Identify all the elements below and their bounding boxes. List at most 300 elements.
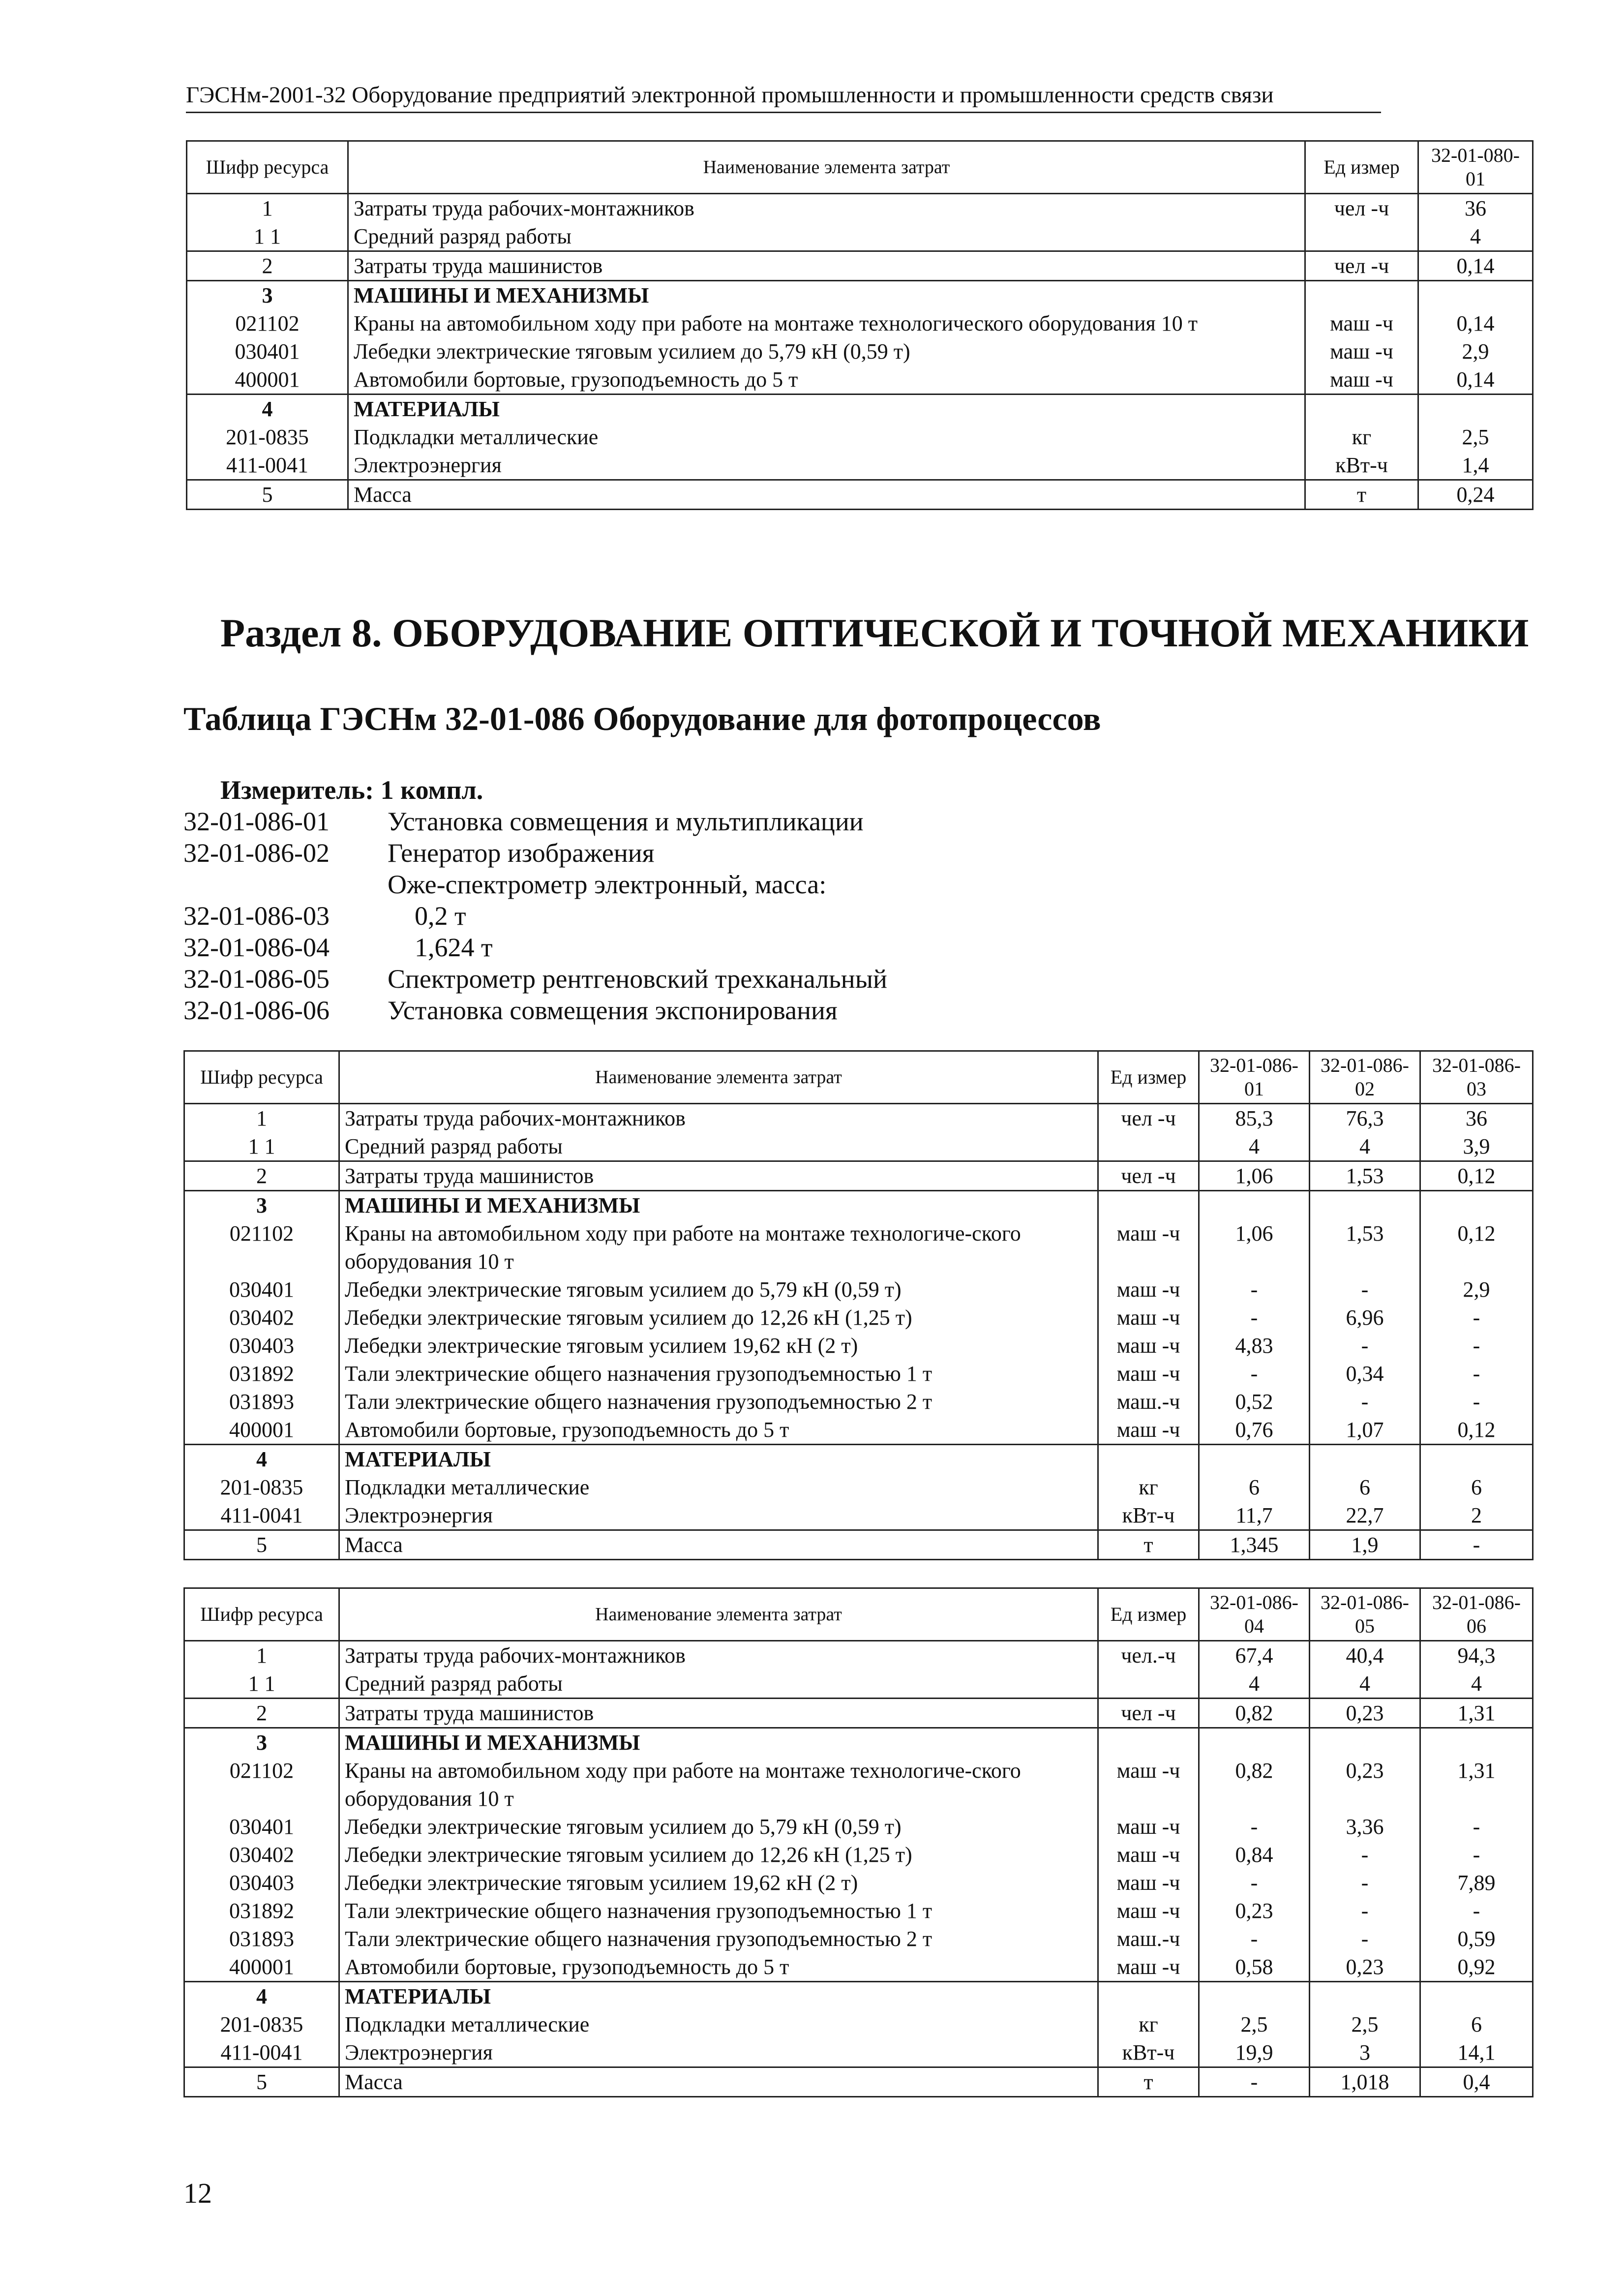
resource-value: 7,89 bbox=[1420, 1869, 1533, 1897]
item-description: Оже-спектрометр электронный, масса: bbox=[388, 870, 827, 899]
resource-name: Автомобили бортовые, грузоподъемность до 5 т bbox=[339, 1953, 1098, 1982]
table-row bbox=[184, 1473, 1533, 1501]
resource-code: 201-0835 bbox=[184, 2010, 339, 2038]
resource-unit: т bbox=[1305, 480, 1418, 510]
resource-value: 2,9 bbox=[1418, 337, 1533, 365]
page-number: 12 bbox=[183, 2177, 212, 2209]
item-description: Спектрометр рентгеновский трехканальный bbox=[388, 964, 887, 994]
resource-code: 031892 bbox=[184, 1897, 339, 1925]
table-row bbox=[184, 1445, 1533, 1474]
resource-name: МАШИНЫ И МЕХАНИЗМЫ bbox=[348, 281, 1305, 310]
resource-value bbox=[1418, 281, 1533, 310]
resource-code: 030403 bbox=[184, 1332, 339, 1360]
resource-value: 0,24 bbox=[1418, 480, 1533, 510]
resource-value: 0,23 bbox=[1310, 1757, 1420, 1813]
resource-name: Лебедки электрические тяговым усилием до 5,79 кН (0,59 т) bbox=[348, 337, 1305, 365]
running-header: ГЭСНм-2001-32 Оборудование предприятий электронной промышленности и промышленности средств связи bbox=[186, 81, 1381, 113]
resource-code: 1 1 bbox=[184, 1132, 339, 1161]
table-row bbox=[184, 1897, 1533, 1925]
resource-unit: чел -ч bbox=[1098, 1104, 1199, 1133]
resource-name: МАТЕРИАЛЫ bbox=[339, 1445, 1098, 1474]
resource-value: 40,4 bbox=[1310, 1641, 1420, 1670]
resource-value: 4 bbox=[1420, 1670, 1533, 1699]
resource-name: Краны на автомобильном ходу при работе на монтаже технологического оборудования 10 т bbox=[348, 309, 1305, 337]
header-code: Шифр ресурса bbox=[187, 141, 348, 194]
resource-code: 1 1 bbox=[184, 1670, 339, 1699]
resource-code: 021102 bbox=[184, 1757, 339, 1813]
resource-value: 6 bbox=[1420, 2010, 1533, 2038]
item-description: Установка совмещения экспонирования bbox=[388, 996, 838, 1025]
resource-value bbox=[1310, 1982, 1420, 2011]
table-row bbox=[184, 1757, 1533, 1813]
resource-unit: маш -ч bbox=[1098, 1219, 1199, 1275]
table-row bbox=[184, 1332, 1533, 1360]
resource-value: 0,14 bbox=[1418, 251, 1533, 281]
resource-code: 031892 bbox=[184, 1360, 339, 1388]
resource-unit bbox=[1098, 1728, 1199, 1757]
header-column: 32-01-086-02 bbox=[1310, 1051, 1420, 1104]
table-row bbox=[187, 451, 1533, 480]
table-row bbox=[187, 423, 1533, 451]
resource-unit: кг bbox=[1098, 1473, 1199, 1501]
item-code: 32-01-086-05 bbox=[183, 964, 330, 994]
resource-value: - bbox=[1420, 1304, 1533, 1332]
meter bbox=[220, 775, 483, 805]
item-description: Генератор изображения bbox=[388, 838, 655, 868]
resource-value: 85,3 bbox=[1199, 1104, 1310, 1133]
resource-value bbox=[1418, 395, 1533, 424]
resource-unit: кг bbox=[1305, 423, 1418, 451]
resource-value bbox=[1199, 1728, 1310, 1757]
table-row bbox=[184, 1161, 1533, 1191]
resource-value: 0,52 bbox=[1199, 1388, 1310, 1416]
resource-name: Автомобили бортовые, грузоподъемность до 5 т bbox=[339, 1416, 1098, 1445]
resource-value: - bbox=[1420, 1388, 1533, 1416]
header-unit: Ед измер bbox=[1098, 1588, 1199, 1641]
meter-label: Измеритель: bbox=[220, 775, 374, 805]
resource-value: 6,96 bbox=[1310, 1304, 1420, 1332]
resource-name: Затраты труда машинистов bbox=[339, 1699, 1098, 1728]
table-row bbox=[184, 2010, 1533, 2038]
table-row bbox=[187, 194, 1533, 223]
resource-value bbox=[1310, 1191, 1420, 1220]
resource-value: 4 bbox=[1199, 1670, 1310, 1699]
resource-value bbox=[1310, 1728, 1420, 1757]
resource-value: 36 bbox=[1420, 1104, 1533, 1133]
header-column: 32-01-086-03 bbox=[1420, 1051, 1533, 1104]
resource-value: 1,53 bbox=[1310, 1219, 1420, 1275]
resource-unit bbox=[1098, 1670, 1199, 1699]
table-row bbox=[184, 1813, 1533, 1841]
table-row bbox=[184, 1104, 1533, 1133]
resource-value: 3,36 bbox=[1310, 1813, 1420, 1841]
resource-unit: чел -ч bbox=[1305, 251, 1418, 281]
resource-name: Лебедки электрические тяговым усилием 19,62 кН (2 т) bbox=[339, 1332, 1098, 1360]
resource-value: 0,76 bbox=[1199, 1416, 1310, 1445]
table-row bbox=[187, 480, 1533, 510]
resource-name: МАШИНЫ И МЕХАНИЗМЫ bbox=[339, 1728, 1098, 1757]
resource-value: 76,3 bbox=[1310, 1104, 1420, 1133]
resource-name: Краны на автомобильном ходу при работе на монтаже технологиче-ского оборудования 10 т bbox=[339, 1757, 1098, 1813]
resource-code: 4 bbox=[184, 1982, 339, 2011]
resource-code: 1 bbox=[184, 1104, 339, 1133]
resource-code: 1 1 bbox=[187, 222, 348, 251]
resource-value: - bbox=[1420, 1360, 1533, 1388]
item-description: Установка совмещения и мультипликации bbox=[388, 807, 864, 836]
resource-name: МАТЕРИАЛЫ bbox=[339, 1982, 1098, 2011]
resource-value bbox=[1420, 1445, 1533, 1474]
table-title: Таблица ГЭСНм 32-01-086 Оборудование для фотопроцессов bbox=[183, 700, 1101, 737]
resource-value: - bbox=[1310, 1388, 1420, 1416]
resource-unit: маш.-ч bbox=[1098, 1925, 1199, 1953]
resource-value: 1,31 bbox=[1420, 1757, 1533, 1813]
table-row bbox=[184, 1925, 1533, 1953]
resource-value: 0,82 bbox=[1199, 1699, 1310, 1728]
resource-unit: чел -ч bbox=[1305, 194, 1418, 223]
header-column: 32-01-086-06 bbox=[1420, 1588, 1533, 1641]
resource-value: - bbox=[1199, 1925, 1310, 1953]
resource-unit bbox=[1098, 1445, 1199, 1474]
resource-code: 3 bbox=[187, 281, 348, 310]
resource-value: 0,4 bbox=[1420, 2067, 1533, 2097]
resource-value: 6 bbox=[1310, 1473, 1420, 1501]
resource-code: 3 bbox=[184, 1728, 339, 1757]
item-description: 1,624 т bbox=[415, 933, 493, 962]
item-code: 32-01-086-03 bbox=[183, 901, 330, 931]
resource-value: 1,06 bbox=[1199, 1161, 1310, 1191]
resource-name: Лебедки электрические тяговым усилием до 5,79 кН (0,59 т) bbox=[339, 1813, 1098, 1841]
resource-value: 67,4 bbox=[1199, 1641, 1310, 1670]
resource-unit: маш -ч bbox=[1305, 365, 1418, 395]
resource-value: 6 bbox=[1420, 1473, 1533, 1501]
resource-name: Масса bbox=[339, 2067, 1098, 2097]
table-row bbox=[184, 1191, 1533, 1220]
resource-code: 1 bbox=[187, 194, 348, 223]
resource-value: 0,58 bbox=[1199, 1953, 1310, 1982]
resource-value: 4 bbox=[1310, 1670, 1420, 1699]
resource-code: 031893 bbox=[184, 1925, 339, 1953]
resource-value: 2,5 bbox=[1418, 423, 1533, 451]
resource-name: Электроэнергия bbox=[348, 451, 1305, 480]
resource-code: 411-0041 bbox=[184, 2038, 339, 2067]
resource-name: Тали электрические общего назначения грузоподъемностью 2 т bbox=[339, 1388, 1098, 1416]
table-row bbox=[184, 1953, 1533, 1982]
table-row bbox=[184, 1360, 1533, 1388]
header-name: Наименование элемента затрат bbox=[348, 141, 1305, 194]
resource-value: - bbox=[1310, 1897, 1420, 1925]
resource-unit: маш -ч bbox=[1098, 1304, 1199, 1332]
resource-code: 411-0041 bbox=[184, 1501, 339, 1530]
resource-value: 1,4 bbox=[1418, 451, 1533, 480]
resource-value: 0,84 bbox=[1199, 1841, 1310, 1869]
resource-code: 030401 bbox=[187, 337, 348, 365]
resource-name: Средний разряд работы bbox=[339, 1670, 1098, 1699]
resource-unit: кВт-ч bbox=[1098, 2038, 1199, 2067]
resource-code: 5 bbox=[184, 2067, 339, 2097]
resource-code: 030402 bbox=[184, 1304, 339, 1332]
header-name: Наименование элемента затрат bbox=[339, 1051, 1098, 1104]
resource-unit: чел.-ч bbox=[1098, 1641, 1199, 1670]
resource-value: 14,1 bbox=[1420, 2038, 1533, 2067]
resource-name: Затраты труда машинистов bbox=[348, 251, 1305, 281]
resource-value: - bbox=[1420, 1813, 1533, 1841]
resource-value bbox=[1199, 1191, 1310, 1220]
resource-name: Автомобили бортовые, грузоподъемность до 5 т bbox=[348, 365, 1305, 395]
resource-name: МАШИНЫ И МЕХАНИЗМЫ bbox=[339, 1191, 1098, 1220]
resource-unit: маш.-ч bbox=[1098, 1388, 1199, 1416]
resource-value: 3,9 bbox=[1420, 1132, 1533, 1161]
resource-name: Затраты труда машинистов bbox=[339, 1161, 1098, 1191]
table-row bbox=[187, 251, 1533, 281]
resource-name: Затраты труда рабочих-монтажников bbox=[348, 194, 1305, 223]
header-unit: Ед измер bbox=[1305, 141, 1418, 194]
table-row bbox=[184, 1501, 1533, 1530]
resource-value: - bbox=[1310, 1869, 1420, 1897]
resource-value: 0,12 bbox=[1420, 1219, 1533, 1275]
resource-unit: маш -ч bbox=[1098, 1841, 1199, 1869]
header-unit: Ед измер bbox=[1098, 1051, 1199, 1104]
resource-unit bbox=[1305, 281, 1418, 310]
header-name: Наименование элемента затрат bbox=[339, 1588, 1098, 1641]
table-row bbox=[184, 1304, 1533, 1332]
resource-code: 030402 bbox=[184, 1841, 339, 1869]
resource-name: Тали электрические общего назначения грузоподъемностью 2 т bbox=[339, 1925, 1098, 1953]
resource-code: 411-0041 bbox=[187, 451, 348, 480]
resource-value: 1,9 bbox=[1310, 1530, 1420, 1560]
resource-value bbox=[1310, 1445, 1420, 1474]
header-column: 32-01-080-01 bbox=[1418, 141, 1533, 194]
resource-code: 021102 bbox=[184, 1219, 339, 1275]
resource-value bbox=[1420, 1982, 1533, 2011]
resource-value: - bbox=[1420, 1897, 1533, 1925]
resource-value: - bbox=[1310, 1275, 1420, 1304]
table-row bbox=[184, 1841, 1533, 1869]
resource-name: Электроэнергия bbox=[339, 2038, 1098, 2067]
resource-value: 22,7 bbox=[1310, 1501, 1420, 1530]
resource-name: Подкладки металлические bbox=[348, 423, 1305, 451]
resource-unit: т bbox=[1098, 1530, 1199, 1560]
table-row bbox=[187, 395, 1533, 424]
table-row bbox=[184, 1530, 1533, 1560]
resource-code: 4 bbox=[187, 395, 348, 424]
resource-value: 1,018 bbox=[1310, 2067, 1420, 2097]
resource-value: 2,9 bbox=[1420, 1275, 1533, 1304]
resource-value: 4 bbox=[1310, 1132, 1420, 1161]
resource-value: 1,345 bbox=[1199, 1530, 1310, 1560]
table-row bbox=[187, 365, 1533, 395]
resource-value: - bbox=[1420, 1332, 1533, 1360]
resource-unit: маш -ч bbox=[1098, 1953, 1199, 1982]
resource-value: - bbox=[1199, 2067, 1310, 2097]
resource-unit: маш -ч bbox=[1305, 337, 1418, 365]
resource-code: 031893 bbox=[184, 1388, 339, 1416]
resource-table-080 bbox=[186, 140, 1534, 510]
resource-value: 1,31 bbox=[1420, 1699, 1533, 1728]
resource-code: 400001 bbox=[184, 1953, 339, 1982]
resource-code: 030401 bbox=[184, 1275, 339, 1304]
resource-code: 030401 bbox=[184, 1813, 339, 1841]
resource-unit: кВт-ч bbox=[1305, 451, 1418, 480]
resource-value: 0,23 bbox=[1310, 1953, 1420, 1982]
item-code: 32-01-086-06 bbox=[183, 996, 330, 1025]
table-row bbox=[184, 1641, 1533, 1670]
resource-value: 1,07 bbox=[1310, 1416, 1420, 1445]
resource-value: 0,12 bbox=[1420, 1161, 1533, 1191]
resource-unit bbox=[1098, 1132, 1199, 1161]
resource-name: Лебедки электрические тяговым усилием до 12,26 кН (1,25 т) bbox=[339, 1304, 1098, 1332]
resource-value: - bbox=[1199, 1360, 1310, 1388]
resource-unit bbox=[1098, 1982, 1199, 2011]
resource-unit: маш -ч bbox=[1098, 1416, 1199, 1445]
resource-name: Электроэнергия bbox=[339, 1501, 1098, 1530]
resource-name: Подкладки металлические bbox=[339, 2010, 1098, 2038]
resource-name: Масса bbox=[339, 1530, 1098, 1560]
resource-unit: т bbox=[1098, 2067, 1199, 2097]
resource-value: 0,14 bbox=[1418, 309, 1533, 337]
table-row bbox=[187, 337, 1533, 365]
resource-value: - bbox=[1310, 1332, 1420, 1360]
table-row bbox=[184, 1416, 1533, 1445]
resource-unit: маш -ч bbox=[1098, 1332, 1199, 1360]
resource-code: 400001 bbox=[184, 1416, 339, 1445]
table-row bbox=[184, 1728, 1533, 1757]
resource-value: 36 bbox=[1418, 194, 1533, 223]
resource-value: 1,06 bbox=[1199, 1219, 1310, 1275]
resource-code: 2 bbox=[187, 251, 348, 281]
resource-value: 4 bbox=[1418, 222, 1533, 251]
header-column: 32-01-086-05 bbox=[1310, 1588, 1420, 1641]
resource-value: 0,14 bbox=[1418, 365, 1533, 395]
resource-value: - bbox=[1199, 1304, 1310, 1332]
resource-value: - bbox=[1310, 1925, 1420, 1953]
resource-unit: маш -ч bbox=[1305, 309, 1418, 337]
resource-value: 11,7 bbox=[1199, 1501, 1310, 1530]
resource-code: 5 bbox=[184, 1530, 339, 1560]
resource-table-086-a bbox=[183, 1050, 1534, 1560]
resource-name: Затраты труда рабочих-монтажников bbox=[339, 1104, 1098, 1133]
resource-name: Лебедки электрические тяговым усилием до 12,26 кН (1,25 т) bbox=[339, 1841, 1098, 1869]
header-column: 32-01-086-04 bbox=[1199, 1588, 1310, 1641]
resource-code: 021102 bbox=[187, 309, 348, 337]
resource-value: 6 bbox=[1199, 1473, 1310, 1501]
section-title: Раздел 8. ОБОРУДОВАНИЕ ОПТИЧЕСКОЙ И ТОЧНОЙ МЕХАНИКИ bbox=[220, 610, 1529, 655]
resource-value: 2,5 bbox=[1310, 2010, 1420, 2038]
resource-unit: чел -ч bbox=[1098, 1699, 1199, 1728]
resource-value: - bbox=[1420, 1841, 1533, 1869]
item-code: 32-01-086-04 bbox=[183, 933, 330, 962]
table-row bbox=[187, 281, 1533, 310]
header-column: 32-01-086-01 bbox=[1199, 1051, 1310, 1104]
resource-unit: маш -ч bbox=[1098, 1813, 1199, 1841]
table-row bbox=[184, 2067, 1533, 2097]
resource-code: 4 bbox=[184, 1445, 339, 1474]
table-row bbox=[184, 1388, 1533, 1416]
resource-value: - bbox=[1199, 1275, 1310, 1304]
table-row bbox=[187, 222, 1533, 251]
item-code: 32-01-086-01 bbox=[183, 807, 330, 836]
table-row bbox=[184, 1699, 1533, 1728]
resource-value bbox=[1420, 1191, 1533, 1220]
item-description: 0,2 т bbox=[415, 901, 466, 931]
resource-value: 3 bbox=[1310, 2038, 1420, 2067]
resource-value: 0,34 bbox=[1310, 1360, 1420, 1388]
item-code: 32-01-086-02 bbox=[183, 838, 330, 868]
resource-value: - bbox=[1420, 1530, 1533, 1560]
resource-value: 2,5 bbox=[1199, 2010, 1310, 2038]
resource-value: 0,23 bbox=[1310, 1699, 1420, 1728]
resource-unit bbox=[1098, 1191, 1199, 1220]
meter-value: 1 компл. bbox=[380, 775, 483, 805]
table-row bbox=[187, 309, 1533, 337]
resource-value: - bbox=[1310, 1841, 1420, 1869]
resource-code: 201-0835 bbox=[184, 1473, 339, 1501]
table-row bbox=[184, 1275, 1533, 1304]
table-row bbox=[184, 1132, 1533, 1161]
table-row bbox=[184, 2038, 1533, 2067]
resource-value: 94,3 bbox=[1420, 1641, 1533, 1670]
resource-value: 19,9 bbox=[1199, 2038, 1310, 2067]
resource-value: 4,83 bbox=[1199, 1332, 1310, 1360]
resource-code: 1 bbox=[184, 1641, 339, 1670]
resource-value: 0,59 bbox=[1420, 1925, 1533, 1953]
resource-value: 2 bbox=[1420, 1501, 1533, 1530]
resource-name: Затраты труда рабочих-монтажников bbox=[339, 1641, 1098, 1670]
table-row bbox=[184, 1219, 1533, 1275]
resource-code: 2 bbox=[184, 1161, 339, 1191]
resource-unit: маш -ч bbox=[1098, 1897, 1199, 1925]
resource-value bbox=[1199, 1982, 1310, 2011]
resource-unit: маш -ч bbox=[1098, 1757, 1199, 1813]
table-row bbox=[184, 1982, 1533, 2011]
resource-value: 4 bbox=[1199, 1132, 1310, 1161]
resource-code: 030403 bbox=[184, 1869, 339, 1897]
resource-value: 0,82 bbox=[1199, 1757, 1310, 1813]
resource-value: 0,92 bbox=[1420, 1953, 1533, 1982]
table-row bbox=[184, 1869, 1533, 1897]
resource-table-086-b bbox=[183, 1587, 1534, 2097]
resource-value: - bbox=[1199, 1813, 1310, 1841]
table-row bbox=[184, 1670, 1533, 1699]
resource-name: МАТЕРИАЛЫ bbox=[348, 395, 1305, 424]
resource-name: Тали электрические общего назначения грузоподъемностью 1 т bbox=[339, 1360, 1098, 1388]
resource-unit: маш -ч bbox=[1098, 1360, 1199, 1388]
resource-value: 0,23 bbox=[1199, 1897, 1310, 1925]
resource-unit: чел -ч bbox=[1098, 1161, 1199, 1191]
resource-unit bbox=[1305, 222, 1418, 251]
resource-value: 0,12 bbox=[1420, 1416, 1533, 1445]
header-code: Шифр ресурса bbox=[184, 1051, 339, 1104]
resource-code: 201-0835 bbox=[187, 423, 348, 451]
resource-name: Тали электрические общего назначения грузоподъемностью 1 т bbox=[339, 1897, 1098, 1925]
resource-unit: кг bbox=[1098, 2010, 1199, 2038]
resource-name: Краны на автомобильном ходу при работе на монтаже технологиче-ского оборудования 10 т bbox=[339, 1219, 1098, 1275]
resource-name: Средний разряд работы bbox=[339, 1132, 1098, 1161]
resource-code: 5 bbox=[187, 480, 348, 510]
resource-name: Лебедки электрические тяговым усилием до 5,79 кН (0,59 т) bbox=[339, 1275, 1098, 1304]
resource-unit: маш -ч bbox=[1098, 1869, 1199, 1897]
resource-value bbox=[1199, 1445, 1310, 1474]
resource-code: 3 bbox=[184, 1191, 339, 1220]
header-code: Шифр ресурса bbox=[184, 1588, 339, 1641]
resource-name: Подкладки металлические bbox=[339, 1473, 1098, 1501]
resource-code: 400001 bbox=[187, 365, 348, 395]
resource-unit: кВт-ч bbox=[1098, 1501, 1199, 1530]
resource-name: Масса bbox=[348, 480, 1305, 510]
resource-value bbox=[1420, 1728, 1533, 1757]
resource-unit: маш -ч bbox=[1098, 1275, 1199, 1304]
resource-code: 2 bbox=[184, 1699, 339, 1728]
resource-unit bbox=[1305, 395, 1418, 424]
